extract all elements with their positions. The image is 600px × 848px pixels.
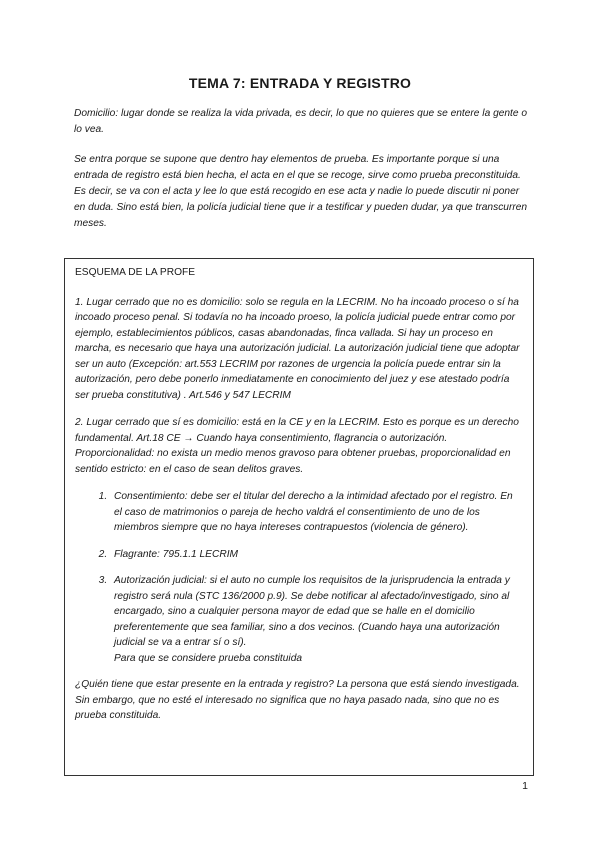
document-title: TEMA 7: ENTRADA Y REGISTRO (188, 75, 412, 91)
scheme-point-2: 2. Lugar cerrado que sí es domicilio: está en la CE y en la LECRIM. Esto es porque es un derecho fundamental. Art.18 CE → Cuando haya consentimiento, flagrancia o autorización. Proporcionalidad: no exista un medio menos gravoso para obtener pruebas, proporcionalidad en sentido estricto: en el caso de sean delitos graves. (75, 417, 519, 475)
scheme-point-1: 1. Lugar cerrado que no es domicilio: solo se regula en la LECRIM. No ha incoado proceso o sí ha incoado proceso penal. Si todavía no ha incoado proeso, la policía judicial puede entrar como por ejemplo, establecimientos públicos, casas abandonadas, finca vallada. Si hay un proceso en marcha, es necesario que haya una autorización judicial. La autorización judicial tiene que adoptar ser un auto (Excepción: art.553 LECRIM por razones de urgencia la policía puede entrar sin la autorización, pero debe ponerlo inmediatamente en conocimiento del juez y ese atestado podría ser prueba constitutiva) . Art.546 y 547 LECRIM (75, 296, 520, 401)
list-item: 1. Consentimiento: debe ser el titular del derecho a la intimidad afectado por el registro. En el caso de matrimonios o pareja de hecho valdrá el consentimiento de uno de los miembros siempre que no haya intereses contrapuestos (violencia de género). (110, 489, 523, 536)
paragraph-prueba: Se entra porque se supone que dentro hay elementos de prueba. Es importante porque si una entrada de registro está bien hecha, el acta en el que se recoge, sirve como prueba preconstituida. Es decir, se va con el acta y lee lo que está recogido en ese acta y nadie lo puede discutir ni poner en duda. Sino está bien, la policía judicial tiene que ir a testificar y pueden dudar, ya que transcurren meses. (74, 154, 528, 229)
scheme-box (64, 258, 534, 776)
scheme-title: ESQUEMA DE LA PROFE (75, 267, 196, 278)
scheme-list (75, 489, 523, 666)
list-item: 3. Autorización judicial: si el auto no cumple los requisitos de la jurisprudencia la entrada y registro será nula (STC 136/2000 p.9). Se debe notificar al afectado/investigado, sino al encargado, sino a cualquier persona mayor de edad que se halle en el domicilio preferentemente que sea familiar, sino a dos vecinos. (Cuando haya una autorización judicial se va a entrar sí o sí). Para que se considere prueba constituida (110, 573, 523, 666)
list-item: 2. Flagrante: 795.1.1 LECRIM (110, 547, 523, 563)
scheme-closing: ¿Quién tiene que estar presente en la entrada y registro? La persona que está siendo investigada. Sin embargo, que no esté el interesado no significa que no haya pasado nada, sino que no es prueba constituida. (75, 679, 520, 721)
paragraph-domicilio: Domicilio: lugar donde se realiza la vida privada, es decir, lo que no quieres que se entere la gente o lo vea. (74, 108, 528, 135)
page-number: 1 (522, 780, 528, 792)
